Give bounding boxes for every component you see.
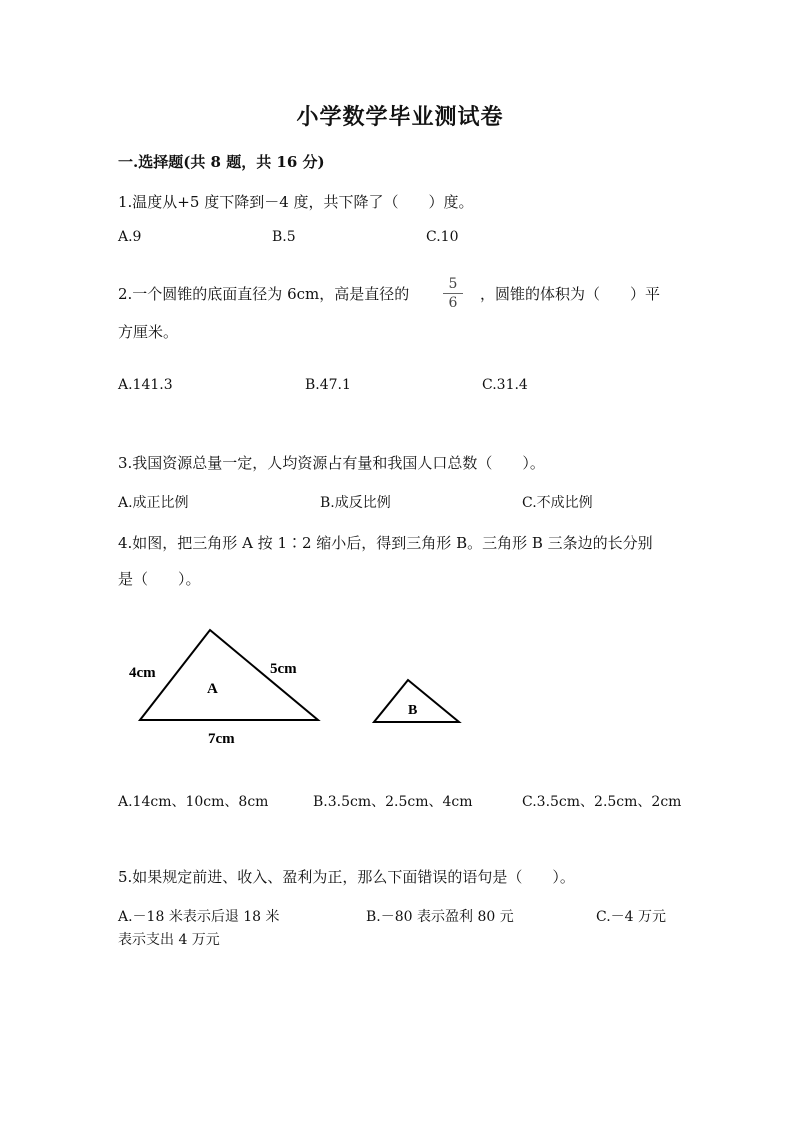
question-5-option-c: C.－4 万元 [596,909,667,925]
question-2-text-before: 2.一个圆锥的底面直径为 6cm，高是直径的 [118,285,410,303]
question-3-option-b: B.成反比例 [320,495,391,511]
triangle-b-label: B [408,703,418,718]
question-5-text: 5.如果规定前进、收入、盈利为正，那么下面错误的语句是（ ）。 [118,868,575,886]
question-2-option-c: C.31.4 [482,377,528,393]
side-left-label: 4cm [129,665,156,681]
question-4-option-b: B.3.5cm、2.5cm、4cm [313,794,473,810]
question-5-option-b: B.－80 表示盈利 80 元 [366,909,514,925]
fraction-denominator: 6 [448,295,458,311]
question-2-option-b: B.47.1 [305,377,351,393]
triangle-a-label: A [207,681,218,697]
side-right-label: 5cm [270,661,297,677]
question-3-option-a: A.成正比例 [118,495,189,511]
question-4-option-a: A.14cm、10cm、8cm [118,794,269,810]
question-1-option-c: C.10 [426,229,459,245]
question-5-option-a: A.－18 米表示后退 18 米 [118,909,280,925]
side-bottom-label: 7cm [208,731,235,747]
question-4-option-c: C.3.5cm、2.5cm、2cm [522,794,682,810]
question-2-option-a: A.141.3 [118,377,173,393]
question-1-option-b: B.5 [272,229,296,245]
question-4-text-line2: 是（ ）。 [118,570,201,588]
question-2-text-after: ，圆锥的体积为（ ）平 [480,285,661,303]
question-3-option-c: C.不成比例 [522,495,593,511]
question-2-text-line2: 方厘米。 [118,323,179,341]
question-1-text: 1.温度从+5 度下降到－4 度，共下降了（ ）度。 [118,193,474,211]
question-4-text-line1: 4.如图，把三角形 A 按 1∶2 缩小后，得到三角形 B。三角形 B 三条边的长分别 [118,534,653,552]
question-1-option-a: A.9 [118,229,142,245]
page-title: 小学数学毕业测试卷 [296,104,504,130]
fraction-numerator: 5 [448,276,458,292]
section-heading: 一.选择题(共 8 题，共 16 分) [118,153,325,171]
question-5-option-c-line2: 表示支出 4 万元 [118,932,220,948]
question-3-text: 3.我国资源总量一定，人均资源占有量和我国人口总数（ ）。 [118,454,545,472]
